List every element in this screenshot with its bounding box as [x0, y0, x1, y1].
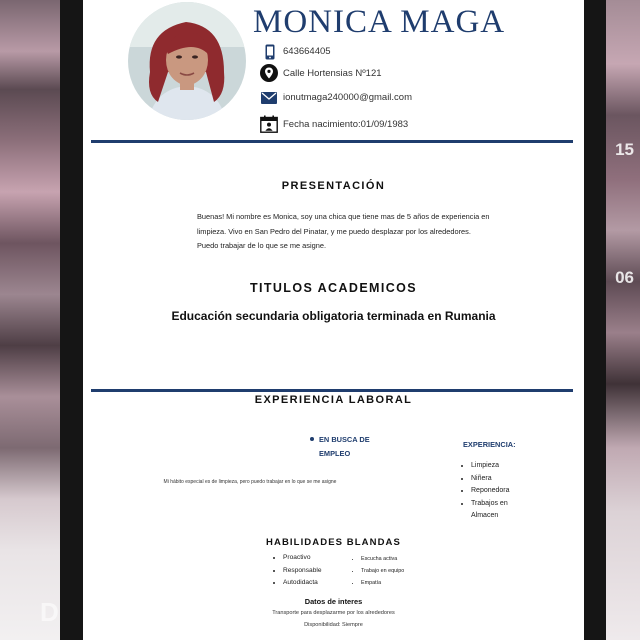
list-item: • Empatía [361, 577, 404, 589]
list-item: • Responsable [283, 565, 322, 578]
experience-list [459, 460, 510, 523]
frame-right [584, 0, 606, 640]
location-pin-icon [260, 64, 278, 82]
resume-page [83, 0, 584, 640]
profile-photo [128, 2, 246, 120]
list-item: • Trabajos en [471, 498, 510, 511]
education-entry: Educación secundaria obligatoria terminada en Rumania [171, 309, 496, 323]
calendar-icon [259, 114, 279, 134]
section-title-habilidades: HABILIDADES BLANDAS [266, 537, 401, 548]
section-title-datos: Datos de interes [304, 597, 363, 606]
list-item: • Trabajo en equipo [361, 565, 404, 577]
bullet-icon [310, 437, 314, 441]
soft-skills-col1 [271, 552, 322, 590]
background-number-2: 06 [615, 268, 634, 287]
list-item: Almacen [471, 512, 499, 520]
job-search-line: EN BUSCA DE [319, 435, 370, 444]
full-name: MONICA MAGA [253, 4, 506, 40]
contact-email: ionutmaga240000@gmail.com [283, 92, 412, 103]
list-item: • Reponedora [471, 485, 510, 498]
background-number-1: 15 [615, 140, 634, 159]
list-item: • Limpieza [471, 460, 510, 473]
soft-skills-col2 [349, 553, 404, 589]
contact-birthdate: Fecha nacimiento:01/09/1983 [283, 119, 409, 130]
frame-left [60, 0, 83, 640]
background-letter: D [40, 597, 59, 627]
email-icon [260, 89, 278, 107]
phone-icon [261, 43, 279, 61]
contact-phone: 643664405 [283, 46, 331, 57]
experience-divider [91, 389, 573, 392]
background-right [606, 0, 640, 640]
list-item: • Autodidacta [283, 577, 322, 590]
list-item: • Niñera [471, 473, 510, 486]
experience-note: Mi hábito especial es de limpieza, pero puedo trabajar en lo que se me asigne [163, 479, 337, 485]
section-title-experiencia: EXPERIENCIA LABORAL [254, 394, 413, 406]
presentation-line: limpieza. Vivo en San Pedro del Pinatar, y me puedo desplazar por los alrededores. [197, 226, 471, 236]
header-divider [91, 140, 573, 143]
list-item: • Escucha activa [361, 553, 404, 565]
presentation-text [197, 210, 527, 254]
datos-transport: Transporte para desplazarme por los alrededores [272, 610, 395, 616]
job-search-status [319, 433, 370, 461]
list-item: • Proactivo [283, 552, 322, 565]
background-left [0, 0, 60, 640]
presentation-line: Buenas! Mi nombre es Monica, soy una chica que tiene mas de 5 años de experiencia en [197, 212, 490, 221]
contact-address: Calle Hortensias Nº121 [283, 68, 382, 79]
job-search-line: EMPLEO [319, 449, 351, 458]
datos-availability: Disponibilidad: Siempre [304, 622, 363, 628]
section-title-titulos: TITULOS ACADEMICOS [249, 281, 418, 295]
section-title-presentacion: PRESENTACIÓN [281, 180, 386, 192]
experience-list-title: EXPERIENCIA: [463, 440, 516, 449]
presentation-line: Puedo trabajar de lo que se me asigne. [197, 241, 327, 250]
